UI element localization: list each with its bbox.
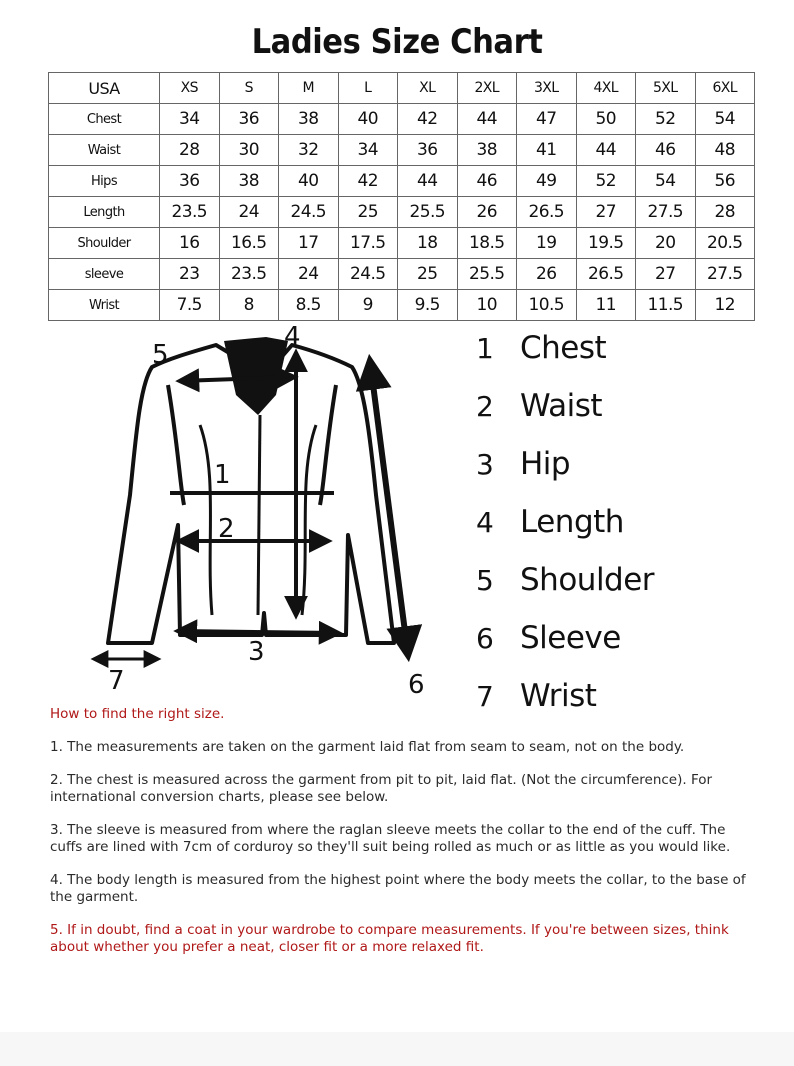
table-cell: 26: [517, 259, 577, 290]
table-header-size: 3XL: [517, 73, 577, 104]
table-row: [49, 259, 755, 290]
table-cell: 34: [338, 135, 398, 166]
table-row: [49, 228, 755, 259]
table-cell: 17: [279, 228, 339, 259]
size-table: [48, 72, 755, 321]
table-row: [49, 135, 755, 166]
legend-number: 5: [476, 564, 494, 597]
legend-item: [476, 620, 776, 678]
center-front-line: [258, 415, 260, 615]
table-cell: 38: [279, 104, 339, 135]
table-cell: 24: [219, 197, 279, 228]
table-header-size: 4XL: [576, 73, 636, 104]
page-footer-band: [0, 1032, 794, 1066]
table-cell: 10.5: [517, 290, 577, 321]
diagram-label: 6: [408, 670, 425, 695]
legend-item: [476, 388, 776, 446]
legend-label: Chest: [520, 330, 607, 366]
table-cell: 24.5: [338, 259, 398, 290]
table-cell: 47: [517, 104, 577, 135]
table-cell: 28: [695, 197, 755, 228]
table-cell: 49: [517, 166, 577, 197]
table-cell: 50: [576, 104, 636, 135]
table-cell: 12: [695, 290, 755, 321]
instruction-4: 4. The body length is measured from the highest point where the body meets the collar, to the base of the garment.: [50, 872, 746, 905]
legend-number: 2: [476, 390, 494, 423]
table-header-size: XL: [398, 73, 458, 104]
table-cell: 27.5: [636, 197, 696, 228]
table-cell: 17.5: [338, 228, 398, 259]
table-cell: 28: [160, 135, 220, 166]
table-cell: 34: [160, 104, 220, 135]
legend-item: [476, 562, 776, 620]
legend-label: Shoulder: [520, 562, 655, 598]
table-cell: 44: [457, 104, 517, 135]
table-row-label: Shoulder: [49, 228, 160, 259]
table-header-size: 5XL: [636, 73, 696, 104]
page-title: Ladies Size Chart: [251, 22, 543, 62]
table-cell: 19: [517, 228, 577, 259]
table-cell: 27: [576, 197, 636, 228]
diagram-label: 1: [214, 460, 231, 490]
legend-number: 6: [476, 622, 494, 655]
table-cell: 20: [636, 228, 696, 259]
table-cell: 11: [576, 290, 636, 321]
legend-label: Waist: [520, 388, 603, 424]
table-cell: 9: [338, 290, 398, 321]
table-cell: 36: [160, 166, 220, 197]
table-cell: 23: [160, 259, 220, 290]
table-cell: 18: [398, 228, 458, 259]
measurement-legend: [476, 330, 776, 736]
table-row-label: Wrist: [49, 290, 160, 321]
table-cell: 26.5: [576, 259, 636, 290]
table-cell: 25: [338, 197, 398, 228]
diagram-label: 7: [108, 666, 125, 695]
table-cell: 38: [457, 135, 517, 166]
legend-label: Length: [520, 504, 624, 540]
legend-label: Hip: [520, 446, 571, 482]
table-cell: 30: [219, 135, 279, 166]
table-cell: 54: [636, 166, 696, 197]
instruction-3: 3. The sleeve is measured from where the raglan sleeve meets the collar to the end of the cuff. The cuffs are lined with 7cm of corduroy so they'll suit being rolled as much or as little as you would like.: [50, 822, 731, 855]
table-cell: 38: [219, 166, 279, 197]
table-cell: 25.5: [398, 197, 458, 228]
table-cell: 46: [457, 166, 517, 197]
legend-number: 3: [476, 448, 494, 481]
table-cell: 42: [338, 166, 398, 197]
table-cell: 52: [576, 166, 636, 197]
legend-label: Sleeve: [520, 620, 621, 656]
table-cell: 48: [695, 135, 755, 166]
table-cell: 7.5: [160, 290, 220, 321]
table-row: [49, 104, 755, 135]
table-header-region: USA: [49, 73, 160, 104]
legend-item: [476, 330, 776, 388]
table-cell: 41: [517, 135, 577, 166]
table-cell: 56: [695, 166, 755, 197]
table-cell: 46: [636, 135, 696, 166]
table-row: [49, 197, 755, 228]
sizing-instructions: [50, 706, 750, 972]
legend-label: Wrist: [520, 678, 597, 714]
table-header-row: [49, 73, 755, 104]
table-cell: 8.5: [279, 290, 339, 321]
jacket-diagram: [88, 315, 448, 695]
table-cell: 26.5: [517, 197, 577, 228]
table-cell: 36: [219, 104, 279, 135]
table-cell: 40: [279, 166, 339, 197]
table-cell: 24: [279, 259, 339, 290]
table-cell: 20.5: [695, 228, 755, 259]
legend-number: 4: [476, 506, 494, 539]
diagram-label: 4: [284, 322, 301, 352]
legend-item: [476, 446, 776, 504]
table-cell: 18.5: [457, 228, 517, 259]
table-header-size: M: [279, 73, 339, 104]
table-row-label: sleeve: [49, 259, 160, 290]
table-cell: 19.5: [576, 228, 636, 259]
table-cell: 54: [695, 104, 755, 135]
table-cell: 9.5: [398, 290, 458, 321]
table-header-size: 6XL: [695, 73, 755, 104]
table-cell: 23.5: [219, 259, 279, 290]
table-cell: 25.5: [457, 259, 517, 290]
table-cell: 10: [457, 290, 517, 321]
table-cell: 27.5: [695, 259, 755, 290]
table-cell: 52: [636, 104, 696, 135]
table-cell: 16: [160, 228, 220, 259]
diagram-label: 3: [248, 637, 265, 667]
table-cell: 11.5: [636, 290, 696, 321]
table-row-label: Hips: [49, 166, 160, 197]
table-cell: 23.5: [160, 197, 220, 228]
table-row-label: Waist: [49, 135, 160, 166]
table-header-size: XS: [160, 73, 220, 104]
table-body: [49, 104, 755, 321]
table-cell: 44: [398, 166, 458, 197]
table-cell: 42: [398, 104, 458, 135]
diagram-label: 5: [152, 340, 169, 370]
table-row-label: Chest: [49, 104, 160, 135]
instruction-2: 2. The chest is measured across the garment from pit to pit, laid flat. (Not the circumference). For international conversion charts, please see below.: [50, 772, 713, 805]
diagram-label: 2: [218, 514, 235, 544]
legend-number: 7: [476, 680, 494, 713]
legend-number: 1: [476, 332, 494, 365]
table-cell: 32: [279, 135, 339, 166]
table-cell: 26: [457, 197, 517, 228]
table-cell: 44: [576, 135, 636, 166]
table-cell: 40: [338, 104, 398, 135]
instructions-heading: How to find the right size.: [50, 706, 225, 722]
instruction-5: 5. If in doubt, find a coat in your wardrobe to compare measurements. If you're between sizes, think about whether you prefer a neat, closer fit or a more relaxed fit.: [50, 922, 729, 955]
table-cell: 24.5: [279, 197, 339, 228]
table-row: [49, 166, 755, 197]
table-cell: 16.5: [219, 228, 279, 259]
instruction-1: 1. The measurements are taken on the garment laid flat from seam to seam, not on the body.: [50, 739, 685, 755]
table-header-size: 2XL: [457, 73, 517, 104]
table-cell: 25: [398, 259, 458, 290]
table-header-size: L: [338, 73, 398, 104]
table-cell: 27: [636, 259, 696, 290]
table-header-size: S: [219, 73, 279, 104]
table-cell: 36: [398, 135, 458, 166]
table-cell: 8: [219, 290, 279, 321]
legend-item: [476, 504, 776, 562]
table-row-label: Length: [49, 197, 160, 228]
